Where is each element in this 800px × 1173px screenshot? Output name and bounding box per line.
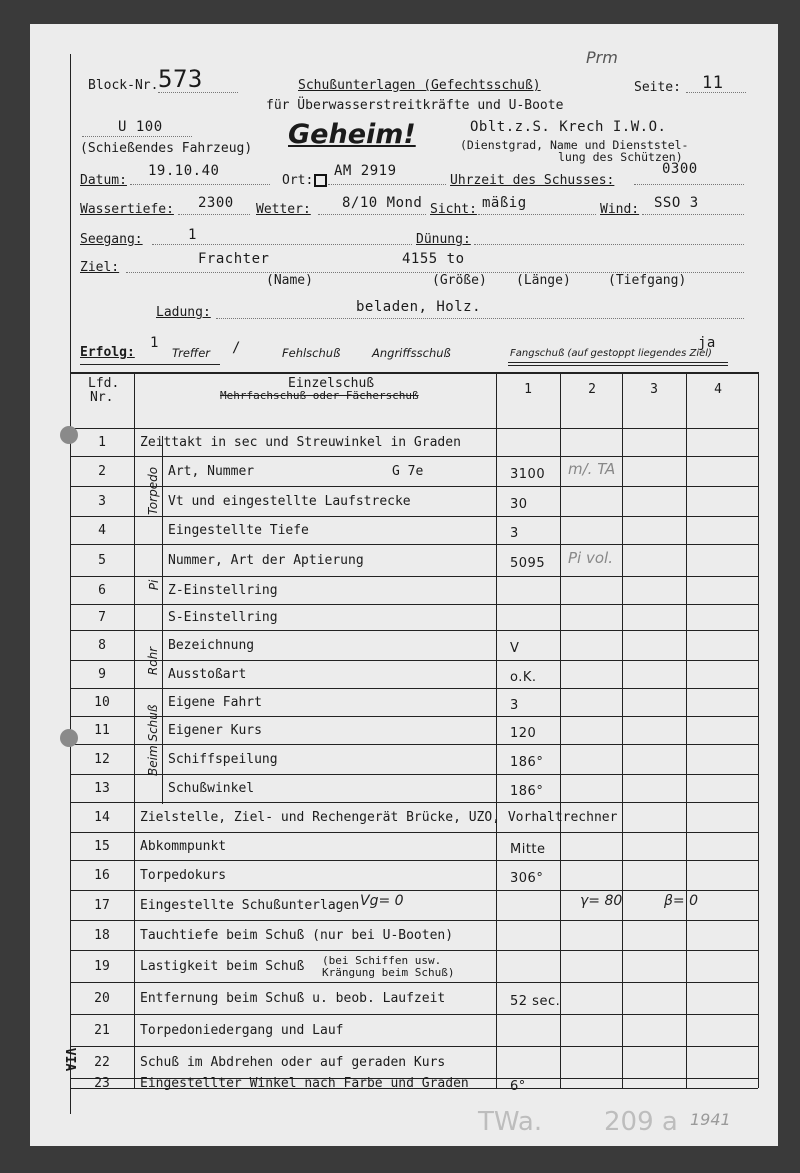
table-row-value-col1: 3100 (510, 467, 546, 482)
table-head-einzel: Einzelschuß (288, 376, 375, 391)
ziel-name-label: (Name) (266, 273, 313, 288)
seegang-label: Seegang: (80, 232, 143, 247)
datum-label: Datum: (80, 173, 127, 188)
table-row-number: 18 (94, 928, 110, 943)
table-row-number: 12 (94, 752, 110, 767)
erfolg-treffer-count: 1 (150, 335, 159, 351)
table-row-number: 15 (94, 839, 110, 854)
ort-value: AM 2919 (334, 163, 397, 179)
officer-value: Oblt.z.S. Krech I.W.O. (470, 119, 667, 135)
group-column-line (162, 436, 163, 804)
table-head-struck: Mehrfachschuß oder Fächerschuß (220, 389, 419, 402)
table-row-value-col1: 5095 (510, 556, 546, 571)
shot-data-table (70, 372, 758, 1094)
ziel-laenge-label: (Länge) (516, 273, 571, 288)
table-row-number: 4 (98, 523, 106, 538)
table-row-label: Torpedoniedergang und Lauf (140, 1023, 344, 1038)
table-row-value-col1: 30 (510, 497, 528, 512)
table-row-value-col1: 6° (510, 1079, 526, 1094)
officer-label-1: (Dienstgrad, Name und Dienststel- (460, 138, 689, 152)
ziel-groesse-label: (Größe) (432, 273, 487, 288)
treffer-label: Treffer (172, 346, 211, 360)
table-row-number: 9 (98, 667, 106, 682)
archive-stamp-2: 209 a (604, 1107, 678, 1137)
table-row-value-col1: o.K. (510, 670, 537, 685)
table-row-label: Abkommpunkt (140, 839, 227, 854)
boat-value: U 100 (118, 119, 163, 135)
table-row-value-col1: V (510, 641, 520, 656)
table-row-label: Eigener Kurs (168, 723, 262, 738)
table-row-number: 20 (94, 991, 110, 1006)
document-page (30, 24, 778, 1146)
table-row-label: Eingestellter Winkel nach Farbe und Graden (140, 1076, 469, 1091)
datum-value: 19.10.40 (148, 163, 220, 179)
page-label: Seite: (634, 80, 681, 95)
archive-year: 1941 (690, 1110, 731, 1129)
ziel-groesse-value: 4155 to (402, 251, 465, 267)
table-row-value-col1: 3 (510, 526, 519, 541)
block-number: 573 (158, 65, 203, 93)
table-row-label: Bezeichnung (168, 638, 255, 653)
table-row-label: Art, Nummer (168, 464, 255, 479)
table-row-number: 8 (98, 638, 106, 653)
ziel-name-value: Frachter (198, 251, 270, 267)
table-row-note: (bei Schiffen usw. (322, 954, 442, 967)
table-row-label: Schiffspeilung (168, 752, 278, 767)
table-row-value-col1: 186° (510, 755, 544, 770)
table-row-label: Ausstoßart (168, 667, 247, 682)
fehlschuss-count: / (232, 340, 241, 356)
fangschuss-label: Fangschuß (auf gestoppt liegendes Ziel) (510, 348, 712, 359)
table-row-extra: G 7e (392, 464, 424, 479)
wind-label: Wind: (600, 202, 640, 217)
table-row-number: 11 (94, 723, 110, 738)
table-row-number: 2 (98, 464, 106, 479)
ladung-label: Ladung: (156, 305, 211, 320)
table-row-label: Zielstelle, Ziel- und Rechengerät Brücke, UZO, Vorhaltrechner (140, 810, 618, 825)
table-row-label: Schußwinkel (168, 781, 255, 796)
wassertiefe-label: Wassertiefe: (80, 202, 174, 217)
punch-hole-top (60, 426, 78, 444)
table-row-setting-gamma: γ= 80 (580, 893, 623, 909)
table-row-number: 5 (98, 553, 106, 568)
officer-label-2: lung des Schützen) (558, 150, 683, 164)
table-row-number: 16 (94, 868, 110, 883)
angriffsschuss-label: Angriffsschuß (372, 346, 451, 360)
table-row-number: 23 (94, 1076, 110, 1091)
table-row-setting-vg: Vg= 0 (360, 893, 404, 909)
block-label: Block-Nr. (88, 78, 159, 93)
table-row-number: 14 (94, 810, 110, 825)
archive-stamp-1: TWa. (478, 1107, 543, 1137)
sicht-label: Sicht: (430, 202, 477, 217)
table-row-number: 17 (94, 898, 110, 913)
table-head-lfd: Lfd. (88, 376, 120, 391)
table-row-label: Nummer, Art der Aptierung (168, 553, 364, 568)
table-row-label: Z-Einstellring (168, 583, 278, 598)
table-row-label: Entfernung beim Schuß u. beob. Laufzeit (140, 991, 446, 1006)
form-title: Schußunterlagen (Gefechtsschuß) (298, 78, 541, 93)
table-head-nr: Nr. (90, 390, 114, 405)
page-number: 11 (702, 73, 724, 93)
wind-value: SSO 3 (654, 195, 699, 211)
table-row-number: 10 (94, 695, 110, 710)
table-row-number: 3 (98, 494, 106, 509)
table-row-value-col1: 186° (510, 784, 544, 799)
erfolg-label: Erfolg: (80, 345, 135, 360)
table-row-label: Vt und eingestellte Laufstrecke (168, 494, 411, 509)
group-beim-schuss: Beim Schuß (146, 704, 160, 776)
form-subtitle: für Überwasserstreitkräfte und U-Boote (266, 98, 564, 113)
table-col-2: 2 (588, 382, 596, 397)
table-row-number: 19 (94, 959, 110, 974)
table-row-value-col1: 52 sec. (510, 994, 561, 1009)
table-row-value-col1: 120 (510, 726, 537, 741)
boat-label: (Schießendes Fahrzeug) (80, 141, 253, 156)
table-row-number: 13 (94, 781, 110, 796)
table-row-label: Eingestellte Tiefe (168, 523, 309, 538)
ladung-value: beladen, Holz. (356, 299, 482, 315)
table-row-value-col1: Mitte (510, 842, 546, 857)
table-row-label: Tauchtiefe beim Schuß (nur bei U-Booten) (140, 928, 454, 943)
group-pi: Pi (147, 579, 161, 591)
uhrzeit-value: 0300 (662, 161, 698, 177)
table-row-note: Krängung beim Schuß) (322, 966, 455, 979)
group-rohr: Rohr (146, 646, 160, 676)
table-col-3: 3 (650, 382, 658, 397)
seegang-value: 1 (188, 227, 197, 243)
table-row-label: Torpedokurs (140, 868, 227, 883)
table-row-label: Eingestellte Schußunterlagen (140, 898, 360, 913)
table-row-number: 22 (94, 1055, 110, 1070)
wetter-label: Wetter: (256, 202, 311, 217)
table-row-label: Schuß im Abdrehen oder auf geraden Kurs (140, 1055, 446, 1070)
table-row-value-col2: Pi vol. (568, 549, 613, 567)
ziel-tiefgang-label: (Tiefgang) (608, 273, 687, 288)
wetter-value: 8/10 Mond (342, 195, 423, 211)
table-row-number: 7 (98, 610, 106, 625)
wassertiefe-value: 2300 (198, 195, 234, 211)
table-row-label: Lastigkeit beim Schuß (140, 959, 305, 974)
side-mark: VIA (62, 1047, 78, 1072)
ort-label: Ort: (282, 173, 314, 188)
table-row-number: 6 (98, 583, 106, 598)
table-row-value-col1: 3 (510, 698, 519, 713)
uhrzeit-label: Uhrzeit des Schusses: (450, 173, 615, 188)
sicht-value: mäßig (482, 195, 527, 211)
group-torpedo: Torpedo (146, 466, 160, 516)
secret-stamp: Geheim! (288, 119, 416, 150)
table-row-label: Eigene Fahrt (168, 695, 262, 710)
table-row-label: Zeittakt in sec und Streuwinkel in Graden (140, 435, 461, 450)
stamp-mark: Prm (586, 48, 618, 67)
table-col-4: 4 (714, 382, 722, 397)
table-row-number: 21 (94, 1023, 110, 1038)
fangschuss-value: ja (698, 335, 716, 351)
table-row-value-col1: 306° (510, 871, 544, 886)
table-row-number: 1 (98, 435, 106, 450)
ziel-label: Ziel: (80, 260, 120, 275)
ort-box (314, 174, 327, 187)
table-col-1: 1 (524, 382, 532, 397)
fehlschuss-label: Fehlschuß (282, 346, 341, 360)
table-row-value-col2: m/. TA (568, 460, 616, 478)
table-row-setting-beta: β= 0 (664, 893, 699, 909)
duenung-label: Dünung: (416, 232, 471, 247)
table-row-label: S-Einstellring (168, 610, 278, 625)
punch-hole-bottom (60, 729, 78, 747)
